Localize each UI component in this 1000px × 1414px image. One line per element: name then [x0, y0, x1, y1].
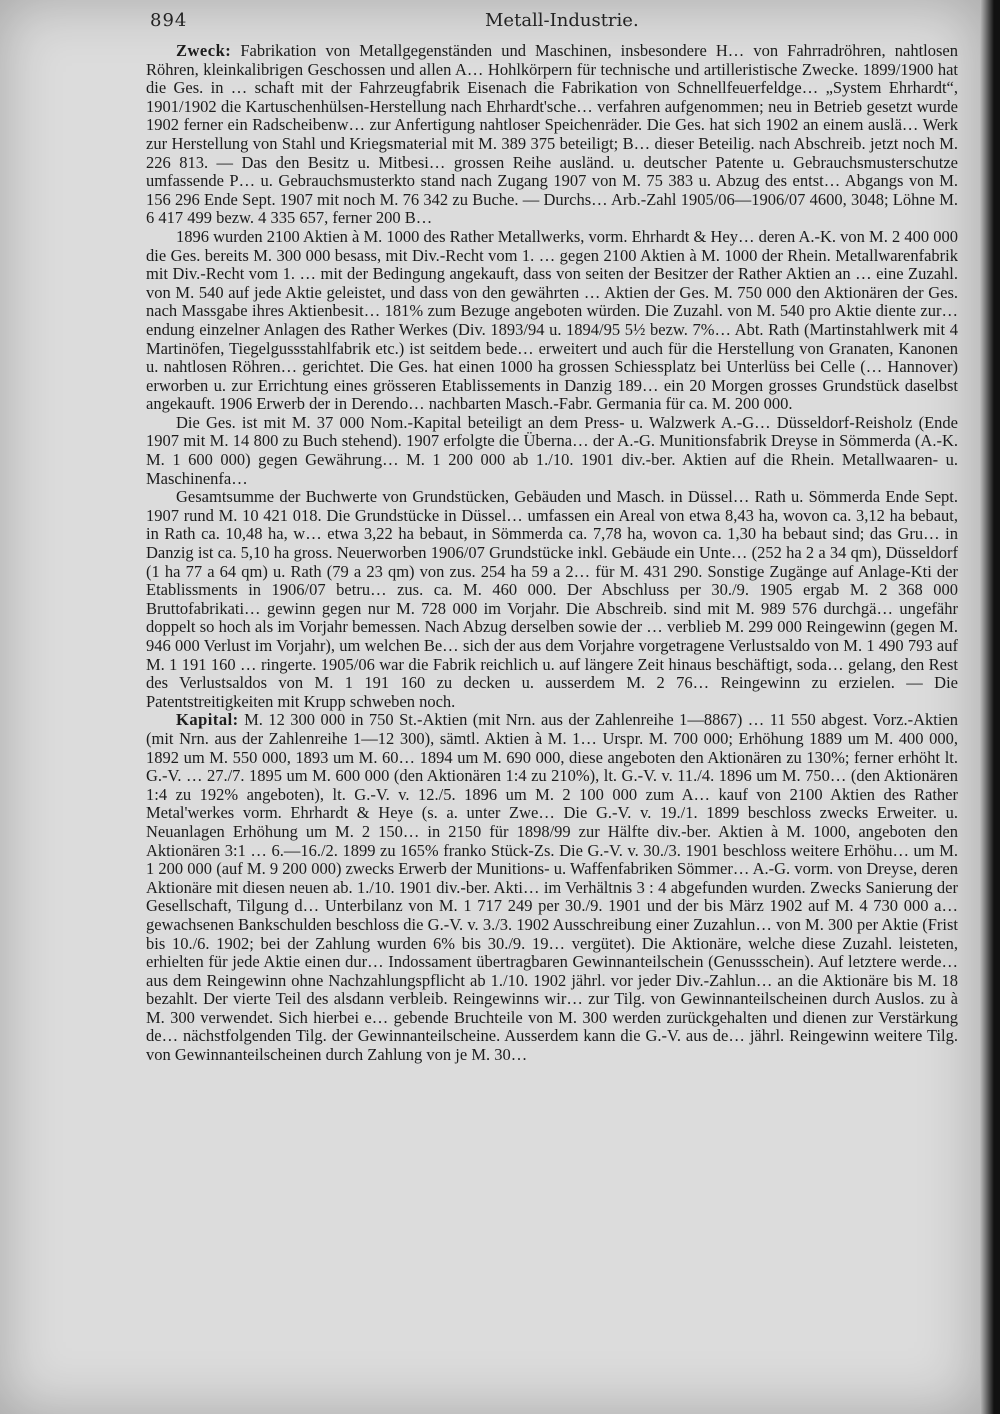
page-header — [150, 8, 950, 36]
page-number: 894 — [150, 10, 188, 31]
paragraph-text: M. 12 300 000 in 750 St.-Aktien (mit Nrn. aus der Zahlenreihe 1—8867) … 11 550 abgest. Vorz.-Aktien (mit Nrn. aus der Zahlenreihe 1—12 300), sämtl. Aktien à M. 1… Urspr. M. 700 000; Erhöhung 1889 um M. 400 000, 1892 um M. 550 000, 1893 um M. 60… 1894 um M. 690 000, diese angeboten den Aktionären zu 130%; ferner erhöht lt. G.-V. … 27./7. 1895 um M. 600 000 (den Aktionären 1:4 zu 210%), lt. G.-V. v. 11./4. 1896 um M. 750… (den Aktionären 1:4 zu 192% angeboten), lt. G.-V. v. 12./5. 1896 um M. 2 100 000 zum A… kauf von 2100 Aktien des Rather Metal'werkes vorm. Ehrhardt & Heye (s. a. unter Zwe… Die G.-V. v. 19./1. 1899 beschloss zwecks Erweiter. u. Neuanlagen Erhöhung um M. 2 150… in 2150 für 1898/99 zur Hälfte div.-ber. Aktien à M. 1000, angeboten den Aktionären 3:1 … 6.—16./2. 1899 zu 165% franko Stück-Zs. Die G.-V. v. 30./3. 1901 beschloss weitere Erhöhu… um M. 1 200 000 (auf M. 9 200 000) zwecks Erwerb der Munitions- u. Waffenfabriken Sömmer… A.-G. vorm. von Dreyse, deren Aktionäre mit diesen neuen ab. 1./10. 1901 div.-ber. Akti… im Verhältnis 3 : 4 abgefunden wurden. Zwecks Sanierung der Gesellschaft, Tilgung d… Unterbilanz von M. 1 717 249 per 30./9. 1901 und der bis März 1902 auf M. 4 730 000 a… gewachsenen Bankschulden beschloss die G.-V. v. 3./3. 1902 Ausschreibung einer Zuzahlun… von M. 300 per Aktie (Frist bis 10./6. 1902; bei der Zahlung wurden 6% bis 30./9. 19… vergütet). Die Aktionäre, welche diese Zuzahl. leisteten, erhielten für jede Aktie einen dur… Indossament übertragbaren Gewinnanteilschein (Genussschein). Auf letztere werde… aus dem Reingewinn ohne Nachzahlungspflicht ab 1./10. 1902 jährl. vor jeder Div.-Zahlun… an die Aktionäre bis M. 18 bezahlt. Der vierte Teil des alsdann verbleib. Reingewinns wir… zur Tilg. von Gewinnanteilscheinen durch Auslos. zu à M. 300 verwendet. Sich hierbei e… gebende Bruchteile von M. 300 werden zurückgehalten und dienen zur Verstärkung de… nächstfolgenden Tilg. der Gewinnanteilscheine. Ausserdem kann die G.-V. aus de… jährl. Reingewinn weitere Tilg. von Gewinnanteilscheinen durch Zahlung von je M. 30… — [146, 710, 958, 1065]
section-lead: Zweck: — [176, 41, 232, 60]
running-title: Metall-Industrie. — [485, 10, 639, 31]
paragraph-text: Die Ges. ist mit M. 37 000 Nom.-Kapital beteiligt an dem Press- u. Walzwerk A.-G… Düsseldorf-Reisholz (Ende 1907 mit M. 14 800 zu Buch stehend). 1907 erfolgte die Überna… der A.-G. Munitionsfabrik Dreyse in Sömmerda (A.-K. M. 1 600 000) gegen Gewährung… M. 1 200 000 ab 1./10. 1901 div.-ber. Aktien auf die Rhein. Metallwaaren- u. Maschinenfa… — [146, 412, 958, 488]
paragraph-kapital — [146, 711, 958, 1064]
section-lead: Kapital: — [176, 710, 239, 730]
paragraph — [146, 488, 958, 711]
paragraph-text: 1896 wurden 2100 Aktien à M. 1000 des Rather Metallwerks, vorm. Ehrhardt & Hey… deren A.-K. von M. 2 400 000 die Ges. bereits M. 300 000 besass, mit Div.-Recht vom 1. … gegen 2100 Aktien à M. 1000 der Rhein. Metallwarenfabrik mit Div.-Recht vom 1. … mit der Bedingung angekauft, dass von seiten der Besitzer der Rather Aktien an … eine Zuzahl. von M. 540 auf jede Aktie geleistet, und dass von den gewährten … Aktien der Ges. M. 750 000 den Aktionären der Ges. nach Massgabe ihres Aktienbesit… 181% zum Bezuge angeboten würden. Die Zuzahl. von M. 540 pro Aktie diente zur… endung einzelner Anlagen des Rather Werkes (Div. 1893/94 u. 1894/95 5½ bezw. 7%… Abt. Rath (Martinstahlwerk mit 4 Martinöfen, Tiegelgussstahlfabrik etc.) ist seitdem bede… erweitert und auch für die Herstellung von Granaten, Kanonen u. nahtlosen Röhren… gerichtet. Die Ges. hat einen 1000 ha grossen Schiessplatz bei Unterlüss bei Celle (… Hannover) erworben u. zur Errichtung eines grösseren Etablissements in Danzig 189… ein 20 Morgen grosses Grundstück daselbst angekauft. 1906 Erwerb der in Derendo… nachbarten Masch.-Fabr. Germania für ca. M. 200 000. — [146, 226, 958, 414]
paragraph — [146, 228, 958, 414]
paragraph-text: Gesamtsumme der Buchwerte von Grundstücken, Gebäuden und Masch. in Düssel… Rath u. Sömmerda Ende Sept. 1907 rund M. 10 421 018. Die Grundstücke in Düssel… umfassen ein Areal von etwa 8,43 ha, wovon ca. 3,12 ha bebaut, in Rath ca. 10,48 ha, w… etwa 3,22 ha bebaut, in Sömmerda ca. 7,78 ha, wovon ca. 1,30 ha bebaut sind; das Gru… in Danzig ist ca. 5,10 ha gross. Neuerworben 1906/07 Grundstücke inkl. Gebäude ein Unte… (252 ha 2 a 34 qm), Düsseldorf (1 ha 77 a 64 qm) u. Rath (79 a 23 qm) von zus. 254 ha 59 a 2… für M. 431 290. Sonstige Zugänge auf Anlage-Kti der Etablissments in 1906/07 betru… zus. ca. M. 460 000. Der Abschluss per 30./9. 1905 ergab M. 2 368 000 Bruttofabrikati… gewinn gegen nur M. 728 000 im Vorjahr. Die Abschreib. sind mit M. 989 576 durchgä… ungefähr doppelt so hoch als im Vorjahr bemessen. Nach Abzug derselben sowie der … verblieb M. 299 000 Reingewinn (gegen M. 946 000 Verlust im Vorjahr), um welchen Be… sich der aus dem Vorjahre vorgetragene Verlustsaldo von M. 1 490 793 auf M. 1 191 160 … ringerte. 1905/06 war die Fabrik reichlich u. auf längere Zeit hinaus beschäftigt, soda… gelang, den Rest des Verlustsaldos von M. 1 191 160 zu decken u. ausserdem M. 2 76… Reingewinn zu erzielen. — Die Patentstreitigkeiten mit Krupp schweben noch. — [146, 487, 958, 711]
page-edge-shadow — [980, 0, 1000, 1414]
paragraph-zweck — [146, 42, 958, 228]
paragraph — [146, 414, 958, 488]
paragraph-text: Fabrikation von Metallgegenständen und Maschinen, insbesondere H… von Fahrradröhren, nahtlosen Röhren, kleinkalibrigen Geschossen und allen A… Hohlkörpern für technische und artilleristische Zwecke. 1899/1900 hat die Ges. in … schaft mit der Fahrzeugfabrik Eisenach die Fabrikation von Schnellfeuerfeldge… „System Ehrhardt“, 1901/1902 die Kartuschenhülsen-Herstellung nach Ehrhardt'sche… verfahren aufgenommen; neu in Betrieb gesetzt wurde 1902 ferner ein Radscheibenw… zur Anfertigung nahtloser Speichenräder. Die Ges. hat sich 1902 an einem auslä… Werk zur Herstellung von Stahl und Kriegsmaterial mit M. 389 375 beteiligt; B… dieser Beteilig. nach Abschreib. jetzt noch M. 226 813. — Das den Besitz u. Mitbesi… grossen Reihe ausländ. u. deutscher Patente u. Gebrauchsmusterschutze umfassende P… u. Gebrauchsmusterkto stand nach Zugang 1907 von M. 75 383 u. Abzug des entst… Abgangs von M. 156 296 Ende Sept. 1907 mit noch M. 76 342 zu Buche. — Durchs… Arb.-Zahl 1905/06—1906/07 4600, 3048; Löhne M. 6 417 499 bezw. 4 335 657, ferner 200 B… — [146, 41, 958, 228]
body-text — [146, 42, 958, 1065]
